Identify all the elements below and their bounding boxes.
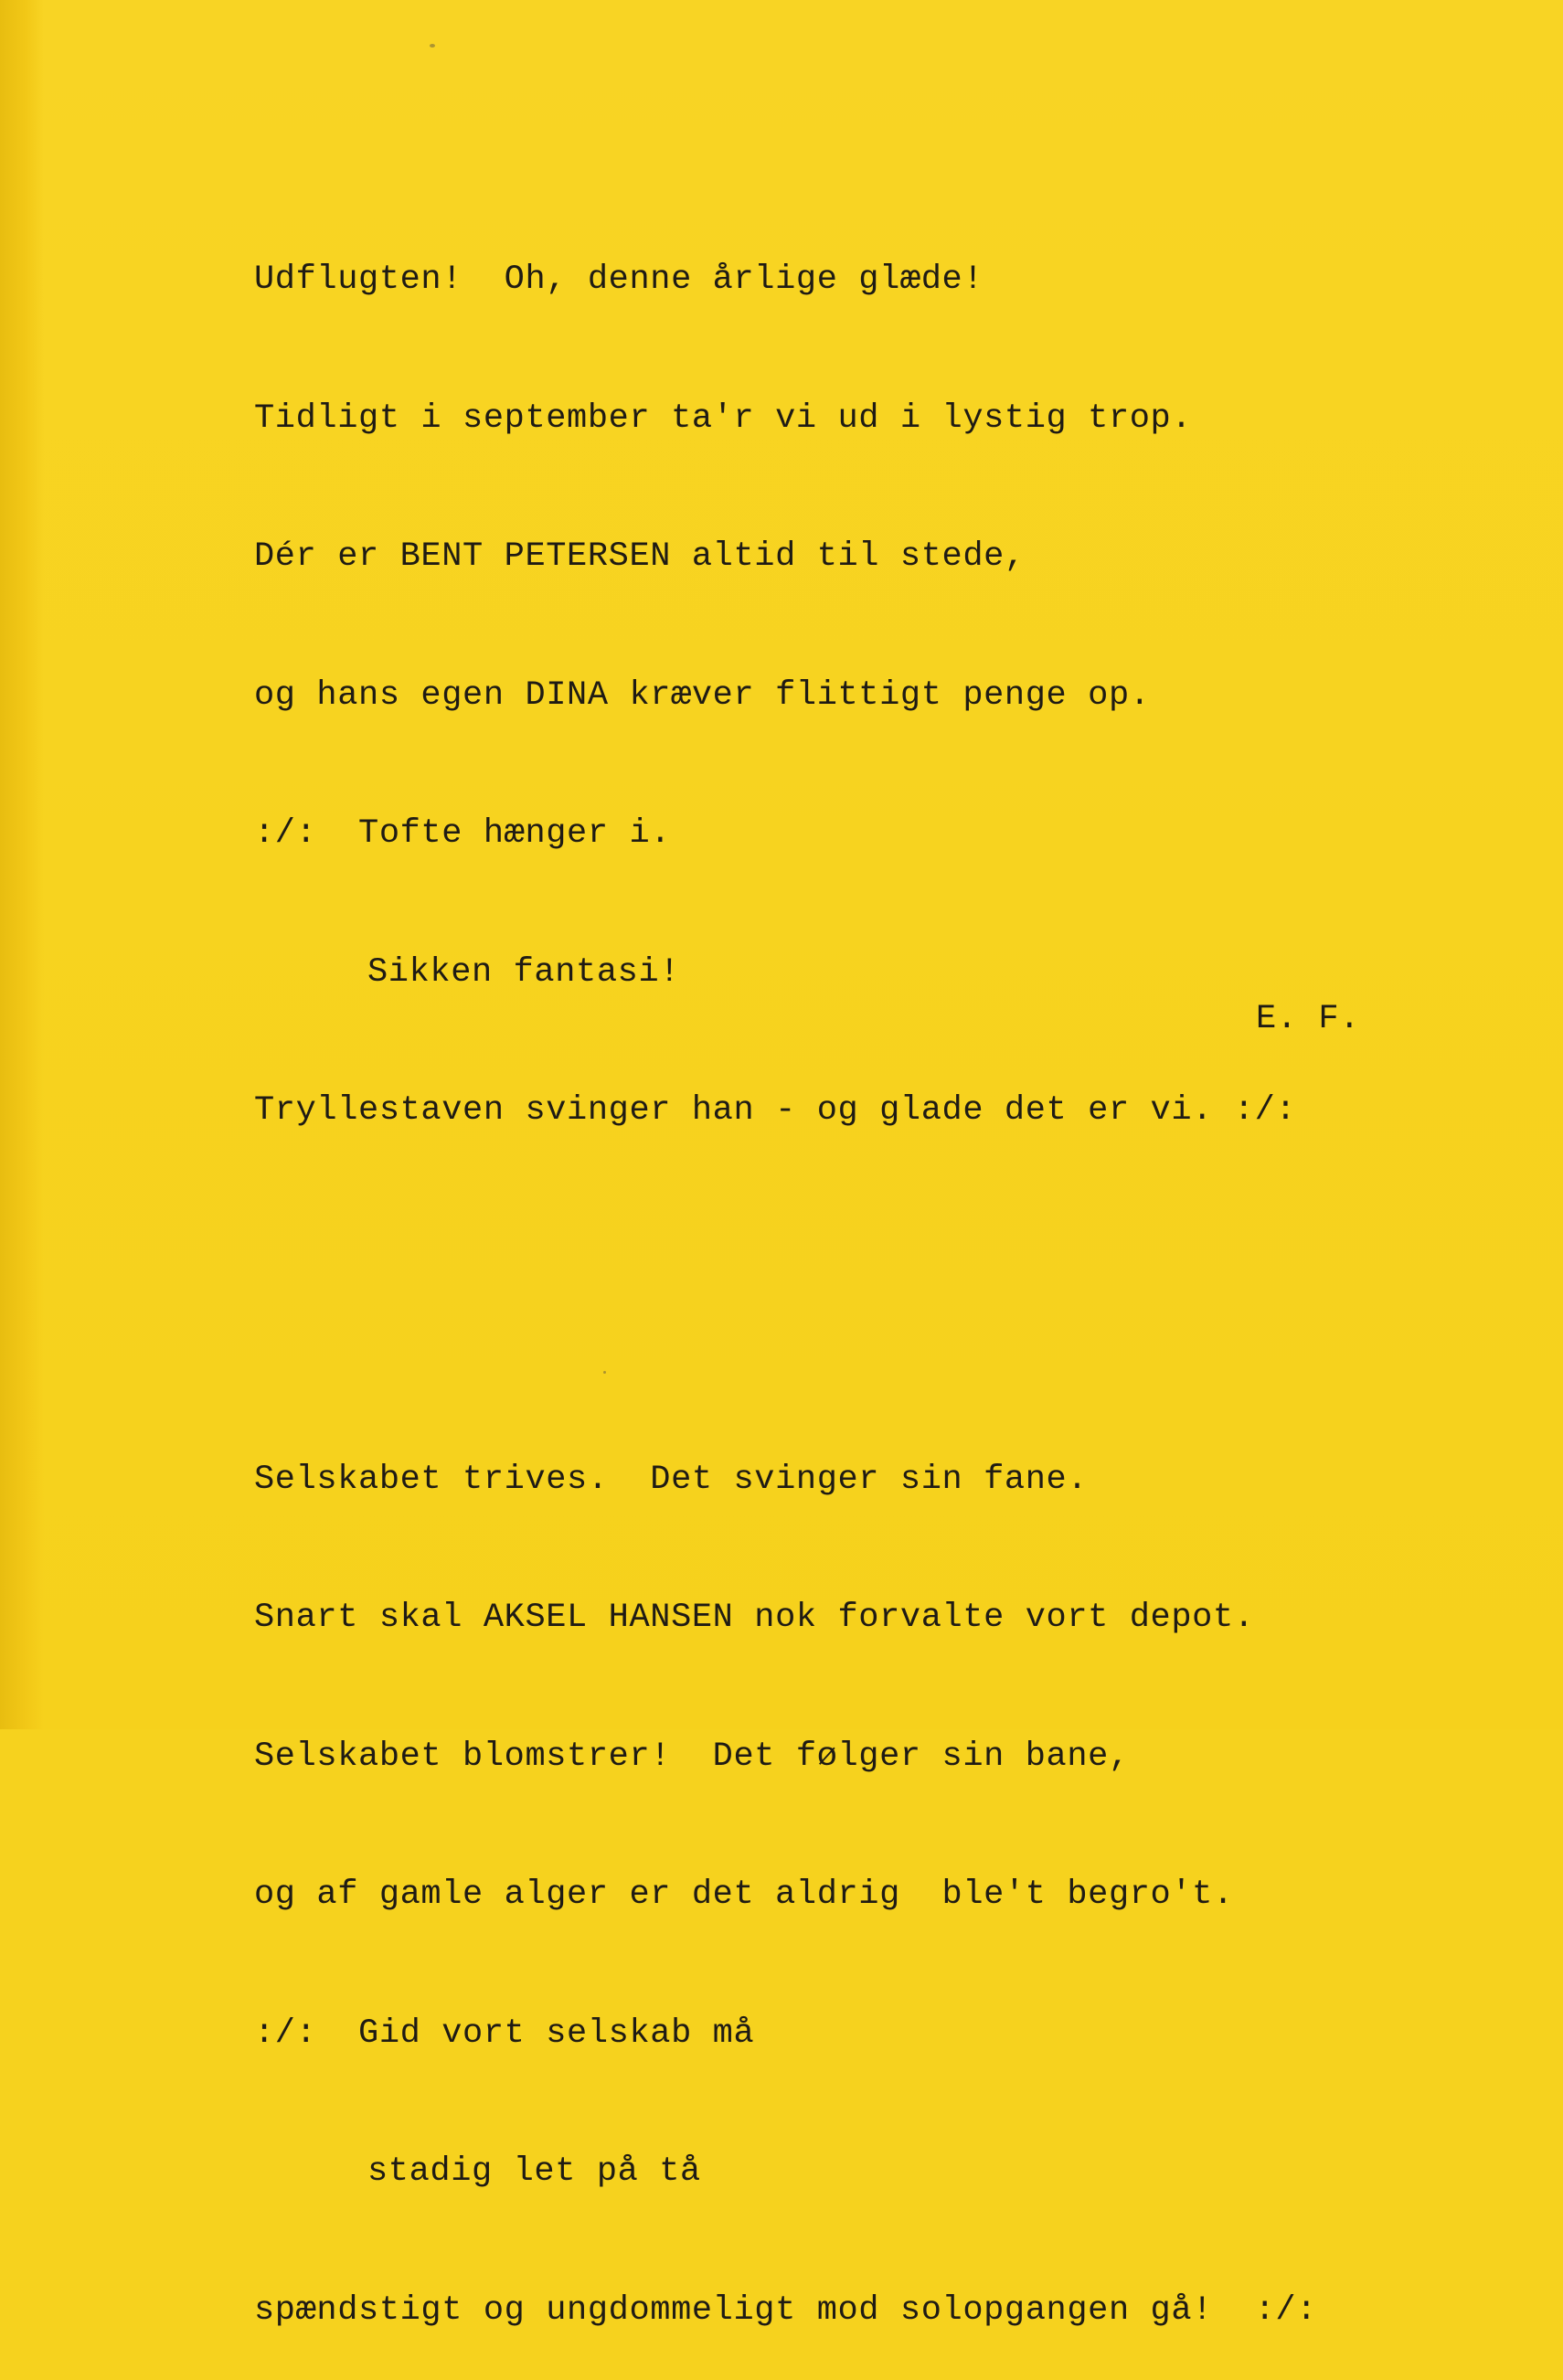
- stanza-2-line-5: :/: Gid vort selskab må: [254, 2013, 755, 2053]
- stanza-1-line-7: Tryllestaven svinger han - og glade det er vi. :/:: [254, 1091, 1297, 1130]
- stanza-2-line-1: Selskabet trives. Det svinger sin fane.: [254, 1460, 1089, 1499]
- paper-speck: [430, 44, 435, 48]
- stanza-1-line-2: Tidligt i september ta'r vi ud i lystig trop.: [254, 398, 1193, 438]
- paper-left-edge: [0, 0, 44, 1729]
- stanza-1-line-3: Dér er BENT PETERSEN altid til stede,: [254, 537, 1026, 576]
- stanza-1-line-4: og hans egen DINA kræver flittigt penge op.: [254, 675, 1151, 715]
- stanza-1-line-1: Udflugten! Oh, denne årlige glæde!: [254, 260, 984, 299]
- stanza-2-line-4: og af gamle alger er det aldrig ble't begro't.: [254, 1875, 1234, 1914]
- stanza-2-line-2: Snart skal AKSEL HANSEN nok forvalte vort depot.: [254, 1599, 1255, 1637]
- stanza-1-line-6: Sikken fantasi!: [367, 952, 681, 992]
- stanza-gap: [254, 1227, 1461, 1365]
- signature-initials: E. F.: [1256, 1000, 1361, 1038]
- stanza-1-line-5: :/: Tofte hænger i.: [254, 814, 672, 853]
- stanza-2-line-3: Selskabet blomstrer! Det følger sin bane,: [254, 1737, 1130, 1776]
- stanza-2-line-6: stadig let på tå: [367, 2152, 701, 2191]
- stanza-2-line-7: spændstigt og ungdommeligt mod solopgangen gå! :/:: [254, 2290, 1317, 2330]
- poem-text: [254, 165, 1461, 2380]
